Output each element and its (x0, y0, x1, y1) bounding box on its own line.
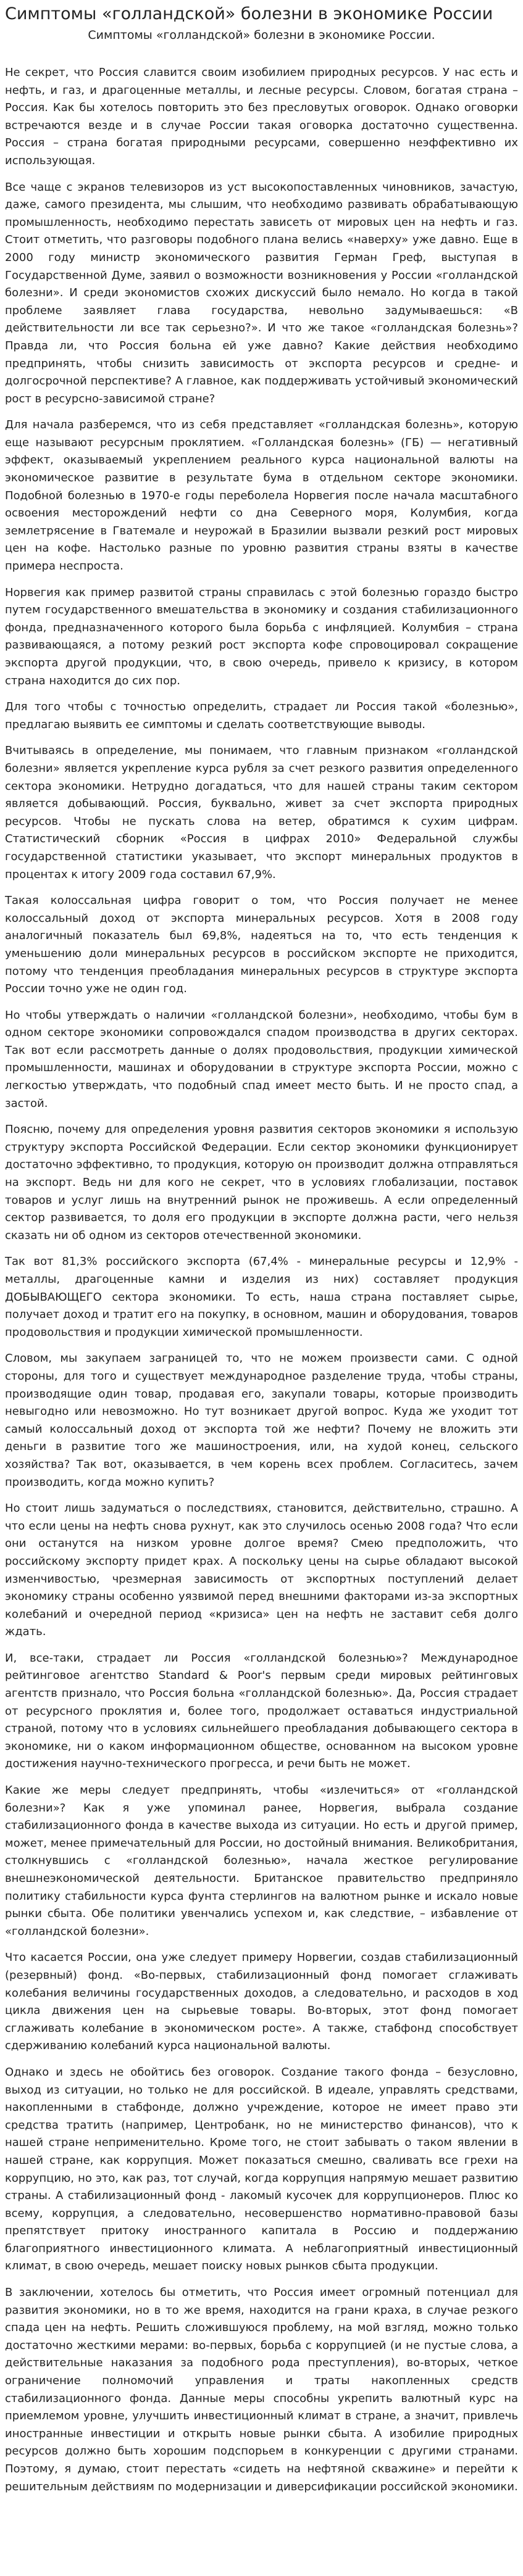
paragraph-10: Так вот 81,3% российского экспорта (67,4% - минеральные ресурсы и 12,9% - металлы, драгоценные камни и изделия из них) составляет продукция ДОБЫВАЮЩЕГО сектора экономики. То есть, наша страна поставляет сырье, получает доход и тратит его на покупку, в основном, машин и оборудования, товаров продовольствия и продукции химической промышленности. (5, 1255, 518, 1339)
paragraph-4: Норвегия как пример развитой страны справилась с этой болезнью гораздо быстро путем государственного вмешательства в экономику и создания стабилизационного фонда, предназначенного которого была борьба с инфляцией. Колумбия – страна развивающаяся, а потому резкий рост экспорта кофе спровоцировал сокращение экспорта другой продукции, что, в свою очередь, привело к кризису, в котором страна находится до сих пор. (5, 586, 518, 687)
paragraph-5: Для того чтобы с точностью определить, страдает ли Россия такой «болезнью», предлагаю выявить ее симптомы и сделать соответствующие выводы. (5, 700, 518, 731)
paragraph-9: Поясню, почему для определения уровня развития секторов экономики я использую структуру экспорта Российской Федерации. Если сектор экономики функционирует достаточно эффективно, то продукция, которую он производит должна отправляться на экспорт. Ведь ни для кого не секрет, что в условиях глобализации, поставок товаров и услуг лишь на внутренний рынок не проживешь. А если определенный сектор развивается, то доля его продукции в экспорте должна расти, чего нельзя сказать ни об одном из секторов отечественной экономики. (5, 1123, 518, 1242)
paragraph-3: Для начала разберемся, что из себя представляет «голландская болезнь», которую еще называют ресурсным проклятием. «Голландская болезнь» (ГБ) — негативный эффект, оказываемый укреплением реального курса национальной валюты на экономическое развитие в результате бума в отдельном секторе экономики. Подобной болезнью в 1970-е годы переболела Норвегия после начала масштабного освоения месторождений нефти со дна Северного моря, Колумбия, когда землетрясение в Гватемале и неурожай в Бразилии вызвали резкий рост мировых цен на кофе. Настолько разные по уровню развития страны взяты в качестве примера неспроста. (5, 418, 518, 573)
paragraph-14: Какие же меры следует предпринять, чтобы «излечиться» от «голландской болезни»? Как я уже упоминал ранее, Норвегия, выбрала создание стабилизационного фонда в качестве выхода из ситуации. Но есть и другой пример, может, менее примечательный для России, но достойный внимания. Великобритания, столкнувшись с «голландской болезнью», начала жесткое регулирование внешнеэкономической деятельности. Британское правительство предприняло политику стабильности курса фунта стерлингов на валютном рынке и искало новые рынки сбыта. Обе политики увенчались успехом и, как следствие, – избавление от «голландской болезни». (5, 1784, 518, 1938)
paragraph-1: Не секрет, что Россия славится своим изобилием природных ресурсов. У нас есть и нефть, и газ, и драгоценные металлы, и лесные ресурсы. Словом, богатая страна – Россия. Как бы хотелось повторить это без пресловутых оговорок. Однако оговорки встречаются везде и в случае России такая оговорка достаточно существенна. Россия – страна богатая природными ресурсами, совершенно неэффективно их использующая. (5, 66, 518, 167)
paragraph-15: Что касается России, она уже следует примеру Норвегии, создав стабилизационный (резервный) фонд. «Во-первых, стабилизационный фонд помогает сглаживать колебания величины государственных доходов, а следовательно, и расходов в ход цикла движения цен на сырьевые товары. Во-вторых, этот фонд помогает сглаживать колебание в экономическом росте». А также, стабфонд способствует сдерживанию колебаний курса национальной валюты. (5, 1951, 518, 2053)
article-subtitle: Симптомы «голландской» болезни в экономике России. (88, 28, 435, 42)
paragraph-13: И, все-таки, страдает ли Россия «голландской болезнью»? Международное рейтинговое агентство Standard & Poor's первым среди мировых рейтинговых агентств признало, что Россия больна «голландской болезнью». Да, Россия страдает от ресурсного проклятия и, более того, продолжает оставаться индустриальной страной, потому что в условиях сильнейшего преобладания добывающего сектора в экономике, ни о каком информационном обществе, основанном на высоком уровне достижения научно-технического прогресса, и речи быть не может. (5, 1651, 518, 1771)
article-body (5, 64, 518, 2496)
paragraph-6: Вчитываясь в определение, мы понимаем, что главным признаком «голландской болезни» является укрепление курса рубля за счет резкого развития определенного сектора экономики. Нетрудно догадаться, что для нашей страны таким сектором является добывающий. Россия, буквально, живет за счет экспорта природных ресурсов. Чтобы не пускать слова на ветер, обратимся к сухим цифрам. Статистический сборник «Россия в цифрах 2010» Федеральной службы государственной статистики указывает, что экспорт минеральных продуктов в процентах к итогу 2009 года составил 67,9%. (5, 744, 518, 881)
paragraph-2: Все чаще с экранов телевизоров из уст высокопоставленных чиновников, зачастую, даже, самого президента, мы слышим, что необходимо развивать обрабатывающую промышленность, необходимо перестать зависеть от мировых цен на нефть и газ. Стоит отметить, что разговоры подобного плана велись «наверху» уже давно. Еще в 2000 году министр экономического развития Герман Греф, выступая в Государственной Думе, заявил о возможности возникновения у России «голландской болезни». И среди экономистов схожих дискуссий было немало. Но когда в такой проблеме заявляет глава государства, невольно задумываешься: «В действительности ли все так серьезно?». И что же такое «голландская болезнь»? Правда ли, что Россия больна ей уже давно? Какие действия необходимо предпринять, чтобы снизить зависимость от экспорта ресурсов и средне- и долгосрочной перспективе? А главное, как поддерживать устойчивый экономический рост в ресурсно-зависимой стране? (5, 180, 518, 405)
paragraph-17: В заключении, хотелось бы отметить, что Россия имеет огромный потенциал для развития экономики, но в то же время, находится на грани краха, в случае резкого спада цен на нефть. Решить сложившуюся проблему, на мой взгляд, можно только достаточно жесткими мерами: во-первых, борьба с коррупцией (и не пустые слова, а действительные наказания за подобного рода преступления), во-вторых, четкое ограничение полномочий управления и траты накопленных средств стабилизационного фонда. Данные меры способны укрепить валютный курс на приемлемом уровне, улучшить инвестиционный климат в стране, а значит, привлечь иностранные инвестиции и открыть новые рынки сбыта. А изобилие природных ресурсов должно быть хорошим подспорьем в конкуренции с другими странами. Поэтому, я думаю, стоит перестать «сидеть на нефтяной скважине» и перейти к решительным действиям по модернизации и диверсификации российской экономики. (5, 2286, 518, 2493)
paragraph-7: Такая колоссальная цифра говорит о том, что Россия получает не менее колоссальный доход от экспорта минеральных ресурсов. Хотя в 2008 году аналогичный показатель был 69,8%, надеяться на то, что есть тенденция к уменьшению доли минеральных ресурсов в российском экспорте не приходится, потому что тенденция преобладания минеральных ресурсов в структуре экспорта России точно уже не один год. (5, 894, 518, 996)
paragraph-12: Но стоит лишь задуматься о последствиях, становится, действительно, страшно. А что если цены на нефть снова рухнут, как это случилось осенью 2008 года? Что если они останутся на низком уровне долгое время? Смею предположить, что российскому экспорту придет крах. А поскольку цены на сырье обладают высокой изменчивостью, чрезмерная зависимость от экспортных поступлений делает экономику страны особенно уязвимой перед внешними факторами из-за экспортных колебаний и очередной период «кризиса» цен на нефть не заставит себя долго ждать. (5, 1502, 518, 1639)
paragraph-16: Однако и здесь не обойтись без оговорок. Создание такого фонда – безусловно, выход из ситуации, но только не для российской. В идеале, управлять средствами, накопленными в стабфонде, должно учреждение, которое не имеет право эти средства тратить (например, Центробанк, но не министерство финансов), что к нашей стране неприменительно. Кроме того, не стоит забывать о таком явлении в нашей стране, как коррупция. Может показаться смешно, сваливать все грехи на коррупцию, но это, как раз, тот случай, когда коррупция напрямую мешает развитию страны. А стабилизационный фонд - лакомый кусочек для коррупционеров. Плюс ко всему, коррупция, а следовательно, несовершенство нормативно-правовой базы препятствует притоку иностранного капитала в Россию и поддержанию благоприятного инвестиционного климата. А неблагоприятный инвестиционный климат, в свою очередь, мешает поиску новых рынков сбыта продукции. (5, 2065, 518, 2273)
paragraph-11: Словом, мы закупаем заграницей то, что не можем произвести сами. С одной стороны, для того и существует международное разделение труда, чтобы страны, производящие один товар, продавая его, закупали товары, которые производить невыгодно или невозможно. Но тут возникает другой вопрос. Куда же уходит тот самый колоссальный доход от экспорта той же нефти? Почему не вложить эти деньги в развитие того же машиностроения, или, на худой конец, сельского хозяйства? Так вот, оказывается, в чем корень всех проблем. Согласитесь, зачем производить, когда можно купить? (5, 1352, 518, 1489)
article-title: Симптомы «голландской» болезни в экономике России (5, 4, 493, 23)
paragraph-8: Но чтобы утверждать о наличии «голландской болезни», необходимо, чтобы бум в одном секторе экономики сопровождался спадом производства в других секторах. Так вот если рассмотреть данные о долях продовольствия, продукции химической промышленности, машинах и оборудовании в структуре экспорта России, можно с легкостью утверждать, что подобный спад имеет место быть. И не просто спад, а застой. (5, 1008, 518, 1110)
